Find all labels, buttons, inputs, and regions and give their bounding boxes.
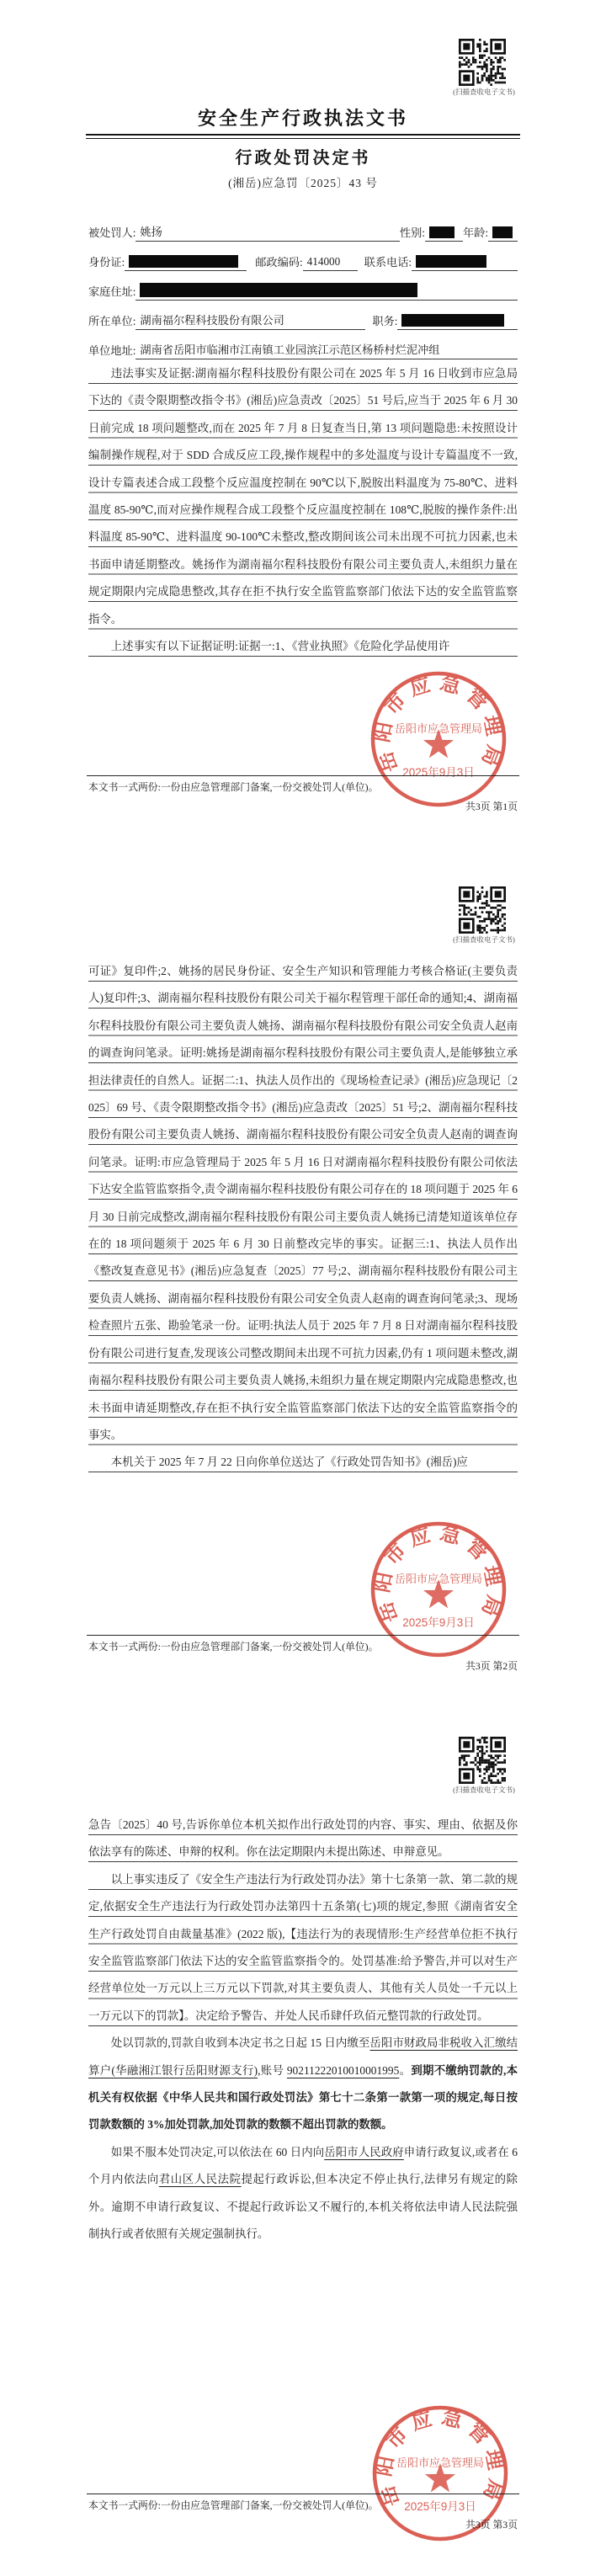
svg-text:岳阳市应急管理局: 岳阳市应急管理局 <box>372 2405 508 2510</box>
payment-text: ,账号 <box>258 2063 287 2077</box>
unit-address-label: 单位地址: <box>88 344 136 357</box>
age-label: 年龄: <box>462 226 488 239</box>
age-value <box>488 226 518 242</box>
facts-label: 违法事实及证据: <box>110 367 195 380</box>
svg-text:2025年9月3日: 2025年9月3日 <box>404 2500 476 2513</box>
payment-text: 。 <box>399 2063 412 2077</box>
party-info-fields <box>88 212 518 359</box>
appeal-court: 君山区人民法院 <box>158 2173 242 2186</box>
field-row-penalized <box>88 212 518 242</box>
footer-note: 本文书一式两份:一份由应急管理部门备案,一份交被处罚人(单位)。 <box>88 1641 379 1653</box>
id-value <box>125 255 247 271</box>
redaction-box <box>492 226 513 238</box>
redaction-box <box>129 255 238 268</box>
facts-text: 湖南福尔程科技股份有限公司在 2025 年 5 月 16 日收到市应急局下达的《责令限期整改指令书》(湘岳)应急责改〔2025〕51 号后,应当于 2025 年 6 月 30 日前完成 18 项问题整改,而在 2025 年 7 月 8 日复查当日,第 13 项问题隐患:未按照设计编制操作规程,对于 SDD 合成反应工段,操作规程中的多处温度与设计专篇温度不一致,设计专篇表述合成工段整个反应温度控制在 90℃以下,脱胺出料温度为 75-80℃、进料温度 85-90℃,而对应操作规程合成工段整个反应温度控制在 108℃,脱胺的操作条件:出料温度 85-90℃、进料温度 90-100℃未整改,整改期间该公司未出现不可抗力因素,也未书面申请延期整改。姚扬作为湖南福尔程科技股份有限公司主要负责人,未组织力量在规定期限内完成隐患整改,其存在拒不执行安全监管监察部门依法下达的安全监管监察指令。 <box>88 367 518 625</box>
payment-text: 处以罚款的,罚款自收到本决定书之日起 15 日内缴至 <box>110 2036 370 2050</box>
svg-text:2025年9月3日: 2025年9月3日 <box>402 766 475 779</box>
redaction-box <box>429 226 454 238</box>
qr-code-icon <box>459 39 506 86</box>
postcode-label: 邮政编码: <box>255 256 303 269</box>
unit-address-value: 湖南省岳阳市临湘市江南镇工业园滨江示范区杨桥村烂泥冲组 <box>136 341 518 359</box>
redaction-box <box>416 255 486 268</box>
appeal-authority: 岳阳市人民政府 <box>324 2145 404 2158</box>
page1-body <box>88 360 518 660</box>
double-rule <box>86 134 520 139</box>
unit-value: 湖南福尔程科技股份有限公司 <box>136 311 365 330</box>
page3-body <box>88 1812 518 2249</box>
home-address-label: 家庭住址: <box>88 285 136 298</box>
footer-rule <box>87 1635 519 1636</box>
page-indicator: 共3页 第1页 <box>465 801 518 812</box>
job-label: 职务: <box>372 315 398 327</box>
page-1 <box>0 0 606 859</box>
footer-note: 本文书一式两份:一份由应急管理部门备案,一份交被处罚人(单位)。 <box>88 2499 379 2511</box>
svg-text:岳阳市应急管理局: 岳阳市应急管理局 <box>394 1573 483 1585</box>
appeal-text: 提起行政诉讼,但本决定不停止执行,法律另有规定的除外。逾期不申请行政复议、不提起行政诉讼又不履行的,本机关将依法申请人民法院强制执行或者依照有关规定强制执行。 <box>88 2173 518 2241</box>
field-row-home-address <box>88 271 518 301</box>
gender-label: 性别: <box>399 226 425 239</box>
body-paragraph: 本机关于 2025 年 7 月 22 日向你单位送达了《行政处罚告知书》(湘岳)应 <box>88 1449 518 1476</box>
phone-value <box>412 255 518 271</box>
appeal-text: 如果不服本处罚决定,可以依法在 60 日内向 <box>110 2145 325 2158</box>
body-paragraph: 急告〔2025〕40 号,告诉你单位本机关拟作出行政处罚的内容、事实、理由、依据及你依法享有的陈述、申辩的权利。你在法定期限内未提出陈述、申辩意见。 <box>88 1812 518 1866</box>
page2-body <box>88 958 518 1477</box>
late-payment-warning: 到期不缴纳罚款的,本机关有权依据《中华人民共和国行政处罚法》第七十二条第一款第一项的规定,每日按罚款数额的 3%加处罚款,加处罚款的数额不超出罚款的数额。 <box>88 2063 518 2132</box>
body-paragraph <box>88 2139 518 2249</box>
document-number: (湘岳)应急罚〔2025〕43 号 <box>228 177 378 189</box>
svg-text:2025年9月3日: 2025年9月3日 <box>402 1616 475 1629</box>
unit-label: 所在单位: <box>88 315 136 327</box>
field-row-id <box>88 242 518 271</box>
qr-code-icon <box>459 1737 506 1784</box>
page-2 <box>0 859 606 1717</box>
penalized-value: 姚扬 <box>136 223 399 242</box>
postcode-value: 414000 <box>303 255 358 271</box>
job-value <box>397 314 518 330</box>
phone-label: 联系电话: <box>364 256 412 269</box>
appeal-text: 申请行政复议,或者在 6 个月内依法向 <box>88 2145 518 2186</box>
page-3 <box>0 1717 606 2576</box>
body-paragraph: 可证》复印件;2、姚扬的居民身份证、安全生产知识和管理能力考核合格证(主要负责人)复印件;3、湖南福尔程科技股份有限公司关于福尔程管理干部任命的通知;4、湖南福尔程科技股份有限公司主要负责人姚扬、湖南福尔程科技股份有限公司安全负责人赵南的调查询问笔录。证明:姚扬是湖南福尔程科技股份有限公司主要负责人,是能够独立承担法律责任的自然人。证据二:1、执法人员作出的《现场检查记录》(湘岳)应急现记〔2025〕69 号、《责令限期整改指令书》(湘岳)应急责改〔2025〕51 号;2、湖南福尔程科技股份有限公司主要负责人姚扬、湖南福尔程科技股份有限公司安全负责人赵南的调查询问笔录。证明:市应急管理局于 2025 年 5 月 16 日对湖南福尔程科技股份有限公司依法下达安全监管监察指令,责令湖南福尔程科技股份有限公司存在的 18 项问题于 2025 年 6 月 30 日前完成整改,湖南福尔程科技股份有限公司主要负责人姚扬已清楚知道该单位存在的 18 项问题须于 2025 年 6 月 30 日前整改完毕的事实。证据三:1、执法人员作出《整改复查意见书》(湘岳)应急复查〔2025〕77 号;2、湖南福尔程科技股份有限公司主要负责人姚扬、湖南福尔程科技股份有限公司安全负责人赵南的调查询问笔录;3、现场检查照片五张、勘验笔录一份。证明:执法人员于 2025 年 7 月 8 日对湖南福尔程科技股份有限公司进行复查,发现该公司整改期间未出现不可抗力因素,仍有 1 项问题未整改,湖南福尔程科技股份有限公司主要负责人姚扬,未组织力量在规定期限内完成隐患整改,也未书面申请延期整改,存在拒不执行安全监管监察部门依法下达的安全监管监察指令的事实。 <box>88 958 518 1449</box>
redaction-box <box>401 314 504 327</box>
footer-rule <box>87 775 519 776</box>
qr-caption: (扫描查收电子文书) <box>453 1786 515 1794</box>
page-indicator: 共3页 第3页 <box>465 2519 518 2531</box>
body-paragraph: 以上事实违反了《安全生产违法行为行政处罚办法》第十七条第一款、第二款的规定,依据安全生产违法行为行政处罚办法第四十五条第(七)项的规定,参照《湖南省安全生产行政处罚自由裁量基准》(2022 版),【违法行为的表现情形:生产经营单位拒不执行安全监管监察部门依法下达的安全监管监察指令的。处罚基准:给予警告,并可以对生产经营单位处一万元以上三万元以下罚款,对其主要负责人、其他有关人员处一千元以上一万元以下的罚款】。决定给予警告、并处人民币肆仟玖佰元整罚款的行政处罚。 <box>88 1866 518 2030</box>
body-paragraph <box>88 2030 518 2139</box>
document-set-title: 安全生产行政执法文书 <box>197 108 408 129</box>
home-address-value <box>136 283 518 301</box>
svg-text:岳阳市应急管理局: 岳阳市应急管理局 <box>370 671 507 776</box>
svg-text:岳阳市应急管理局: 岳阳市应急管理局 <box>370 1521 507 1626</box>
qr-caption: (扫描查收电子文书) <box>453 935 515 944</box>
field-row-unit <box>88 301 518 330</box>
field-row-unit-address <box>88 330 518 359</box>
id-label: 身份证: <box>88 256 125 269</box>
penalized-label: 被处罚人: <box>88 226 136 239</box>
svg-text:岳阳市应急管理局: 岳阳市应急管理局 <box>394 722 483 735</box>
body-paragraph <box>88 360 518 633</box>
body-paragraph: 上述事实有以下证据证明:证据一:1、《营业执照》《危险化学品使用许 <box>88 633 518 660</box>
footer-note: 本文书一式两份:一份由应急管理部门备案,一份交被处罚人(单位)。 <box>88 781 379 793</box>
payment-account-name: 岳阳市财政局非税收入汇缴结算户(华融湘江银行岳阳财源支行) <box>88 2036 518 2077</box>
gender-value <box>425 226 463 242</box>
qr-caption: (扫描查收电子文书) <box>453 88 515 96</box>
redaction-box <box>140 283 417 297</box>
qr-code-icon <box>459 886 506 934</box>
payment-account-number: 90211222010010001995 <box>286 2063 400 2077</box>
page-indicator: 共3页 第2页 <box>465 1660 518 1672</box>
page-title: 行政处罚决定书 <box>235 149 371 168</box>
svg-text:岳阳市应急管理局: 岳阳市应急管理局 <box>396 2456 485 2469</box>
